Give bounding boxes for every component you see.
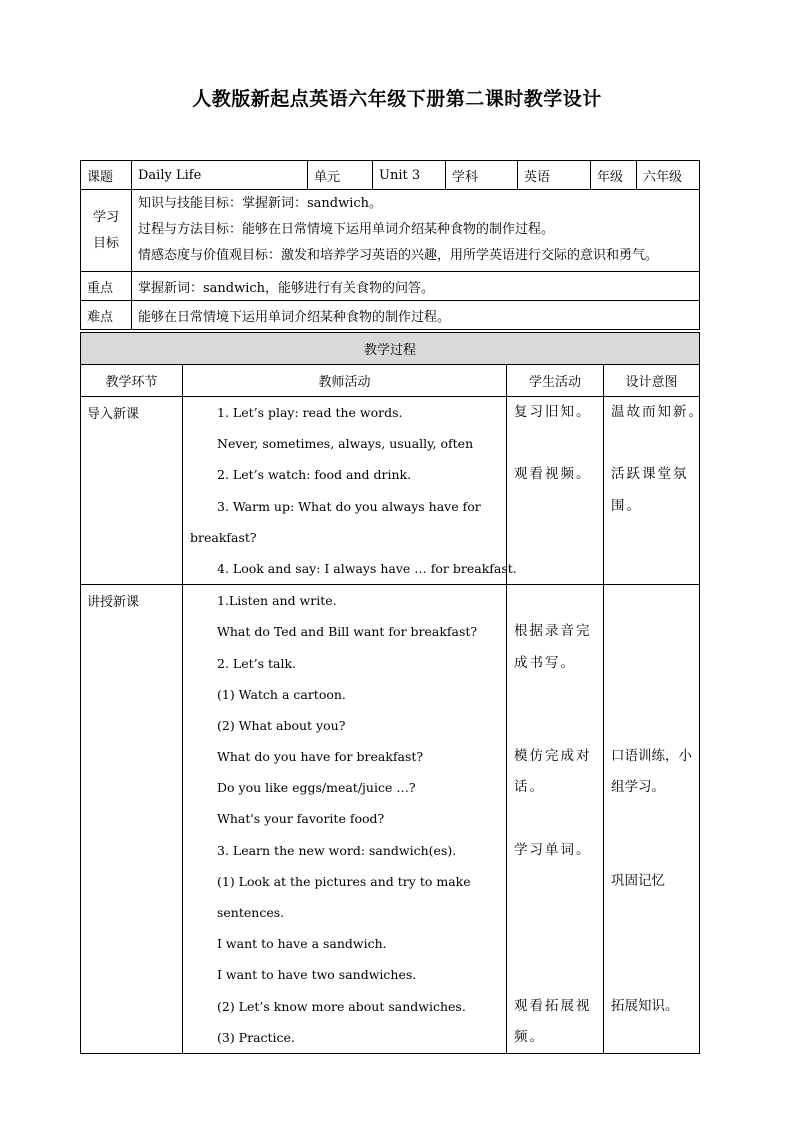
teacher-line: breakfast? [190, 529, 257, 545]
teacher-line: 3. Learn the new word: sandwich(es). [217, 842, 457, 858]
student-line: 成书写。 [514, 654, 576, 671]
goal-process: 过程与方法目标：能够在日常情境下运用单词介绍某种食物的制作过程。 [138, 222, 555, 237]
goals-label-line: 学习 [92, 209, 119, 225]
student-cell [507, 397, 604, 585]
intent-line: 围。 [611, 497, 642, 514]
intent-line: 拓展知识。 [611, 997, 679, 1014]
intent-line: 温故而知新。 [611, 404, 704, 420]
teacher-line: 1. Let’s play: read the words. [217, 405, 403, 420]
teacher-line: sentences. [217, 905, 285, 920]
intent-line: 组学习。 [611, 779, 665, 796]
grade-label: 年级 [591, 161, 637, 190]
teacher-line: Do you like eggs/meat/juice …? [217, 780, 416, 796]
col-teacher: 教师活动 [183, 365, 507, 397]
difficulty-value: 能够在日常情境下运用单词介绍某种食物的制作过程。 [132, 301, 700, 330]
teacher-line: (3) Practice. [217, 1029, 295, 1045]
goals-label-line: 目标 [92, 235, 119, 251]
col-student: 学生活动 [507, 365, 604, 397]
student-line: 观看视频。 [514, 466, 592, 483]
teacher-line: 2. Let’s talk. [217, 655, 297, 671]
subject-value: 英语 [518, 161, 591, 190]
topic-value: Daily Life [132, 161, 308, 190]
goal-attitude: 情感态度与价值观目标：激发和培养学习英语的兴趣，用所学英语进行交际的意识和勇气。 [138, 248, 659, 263]
col-intent: 设计意图 [604, 365, 700, 397]
teacher-line: (2) Let’s know more about sandwiches. [217, 998, 466, 1014]
teacher-line: What do you have for breakfast? [217, 749, 424, 765]
col-stage: 教学环节 [81, 365, 183, 397]
teacher-cell [183, 397, 517, 585]
process-columns-row [81, 365, 700, 397]
page-title: 人教版新起点英语六年级下册第二课时教学设计 [192, 88, 602, 110]
teacher-line: (1) Look at the pictures and try to make [217, 873, 471, 889]
info-row-key [81, 272, 700, 301]
key-label: 重点 [81, 272, 132, 301]
info-row-goals [81, 190, 700, 272]
info-table [80, 160, 700, 330]
process-header-row [81, 333, 700, 365]
info-row-topic [81, 161, 700, 190]
goal-knowledge: 知识与技能目标：掌握新词：sandwich。 [138, 196, 383, 211]
process-table [80, 332, 704, 1054]
intent-line: 口语训练，小 [611, 748, 692, 765]
subject-label: 学科 [446, 161, 518, 190]
topic-label: 课题 [81, 161, 132, 190]
student-line: 话。 [514, 779, 545, 796]
teacher-line: I want to have two sandwiches. [217, 967, 417, 983]
student-line: 学习单词。 [514, 841, 592, 858]
section-row-intro [81, 397, 700, 585]
intent-cell [604, 585, 700, 1054]
difficulty-label: 难点 [81, 301, 132, 330]
student-line: 复习旧知。 [514, 404, 592, 420]
teacher-cell [183, 585, 507, 1054]
teacher-line: I want to have a sandwich. [217, 936, 387, 952]
intent-line: 活跃课堂氛 [611, 466, 689, 483]
teacher-line: 2. Let’s watch: food and drink. [217, 467, 412, 483]
stage-cell: 导入新课 [81, 397, 183, 585]
info-row-difficulty [81, 301, 700, 330]
student-line: 模仿完成对 [514, 748, 592, 765]
goals-label [81, 190, 132, 272]
teacher-line: (2) What about you? [217, 717, 346, 733]
teacher-line: What's your favorite food? [217, 811, 385, 827]
intent-line: 巩固记忆 [611, 872, 665, 889]
student-line: 频。 [514, 1028, 545, 1045]
student-line: 根据录音完 [514, 623, 592, 640]
teacher-line: What do Ted and Bill want for breakfast? [217, 624, 478, 640]
stage-cell: 讲授新课 [81, 585, 183, 1054]
teacher-line: 3. Warm up: What do you always have for [217, 498, 481, 514]
grade-value: 六年级 [637, 161, 700, 190]
teacher-line: 1.Listen and write. [217, 593, 337, 609]
key-value: 掌握新词：sandwich，能够进行有关食物的问答。 [132, 272, 700, 301]
teacher-line: 4. Look and say: I always have … for breakfast. [217, 560, 517, 576]
student-line: 观看拓展视 [514, 997, 592, 1014]
teacher-line: Never, sometimes, always, usually, often [217, 436, 474, 452]
process-header: 教学过程 [81, 333, 700, 365]
unit-label: 单元 [308, 161, 373, 190]
teacher-line: (1) Watch a cartoon. [217, 686, 346, 702]
intent-cell [604, 397, 704, 585]
student-cell [507, 585, 604, 1054]
goals-content [132, 190, 700, 272]
section-row-new [81, 585, 700, 1054]
unit-value: Unit 3 [373, 161, 446, 190]
